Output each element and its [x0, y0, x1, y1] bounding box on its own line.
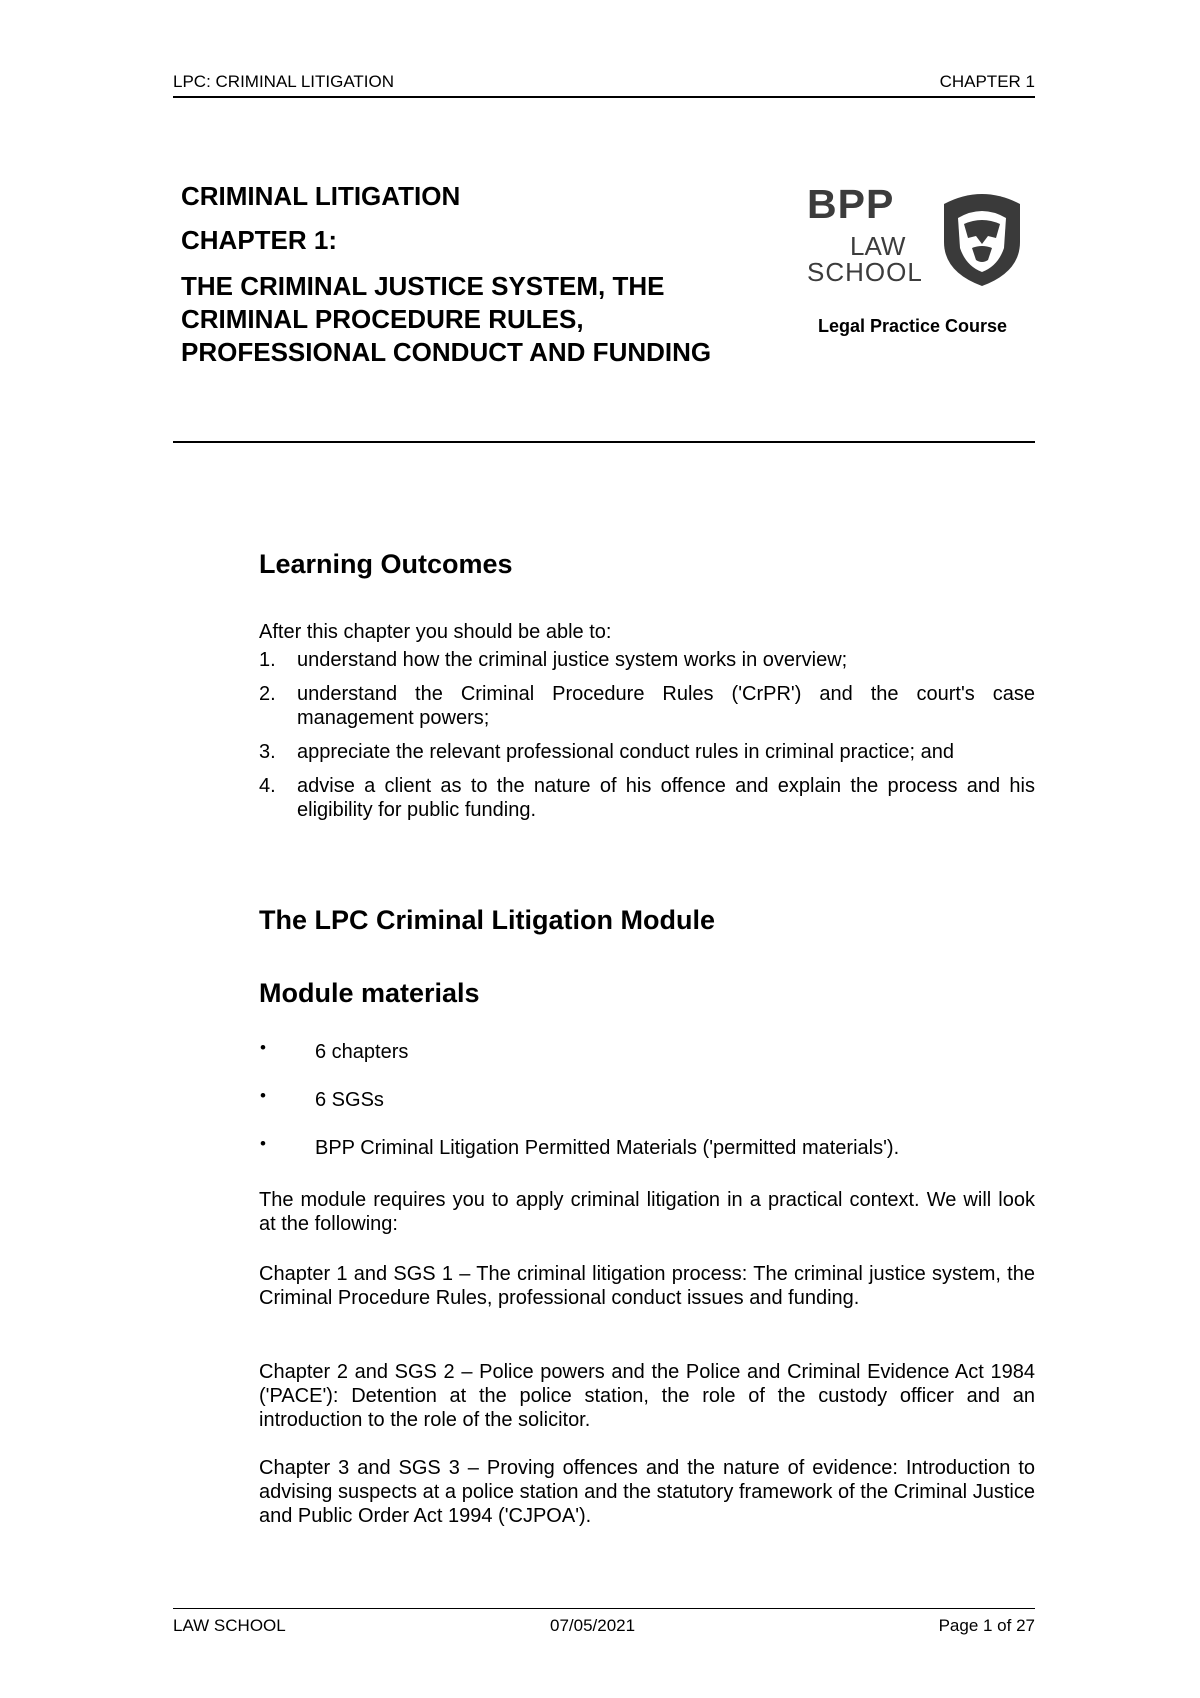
- chapter-title: THE CRIMINAL JUSTICE SYSTEM, THE CRIMINAL PROCEDURE RULES, PROFESSIONAL CONDUCT AND FUNDING: [181, 271, 712, 367]
- page-number: Page 1 of 27: [938, 1616, 1035, 1635]
- footer-date: 07/05/2021: [550, 1616, 636, 1635]
- list-item: [259, 682, 1035, 730]
- list-item-text: 6 SGSs: [315, 1089, 384, 1111]
- module-materials-heading: Module materials: [259, 978, 480, 1008]
- list-item-text: understand the Criminal Procedure Rules ('CrPR') and the court's case management powers;: [297, 683, 1035, 729]
- list-item-text: advise a client as to the nature of his offence and explain the process and his eligibility for public funding.: [297, 775, 1035, 821]
- paragraph: Chapter 1 and SGS 1 – The criminal litigation process: The criminal justice system, the Criminal Procedure Rules, professional conduct issues and funding.: [259, 1263, 1035, 1309]
- list-item: [259, 1088, 1035, 1136]
- list-item-number: 1.: [259, 649, 276, 671]
- logo-word-law: LAW: [850, 231, 906, 261]
- title-block: [181, 180, 741, 369]
- paragraph: The module requires you to apply criminal litigation in a practical context. We will look at the following:: [259, 1189, 1035, 1235]
- list-item: [259, 740, 1035, 764]
- header-left: LPC: CRIMINAL LITIGATION: [173, 72, 395, 91]
- learning-outcomes-list: [259, 648, 1035, 832]
- bullet-icon: •: [260, 1134, 266, 1153]
- list-item-text: 6 chapters: [315, 1041, 409, 1063]
- logo-caption: Legal Practice Course: [817, 316, 1008, 336]
- list-item: [259, 1040, 1035, 1088]
- header-right: CHAPTER 1: [939, 72, 1035, 91]
- chapter-number: CHAPTER 1:: [181, 225, 338, 255]
- logo-word-bpp: BPP: [807, 181, 895, 227]
- lion-shield-icon: [942, 190, 1022, 288]
- module-title: CRIMINAL LITIGATION: [181, 181, 461, 211]
- page-footer: [173, 1608, 1035, 1635]
- list-item: [259, 648, 1035, 672]
- learning-outcomes-intro: After this chapter you should be able to:: [259, 621, 612, 643]
- list-item-number: 4.: [259, 775, 276, 797]
- module-materials-list: [259, 1040, 1035, 1184]
- list-item-number: 2.: [259, 683, 276, 705]
- page-header: [173, 70, 1035, 98]
- list-item-number: 3.: [259, 741, 276, 763]
- paragraph: Chapter 3 and SGS 3 – Proving offences and the nature of evidence: Introduction to advising suspects at a police station and the statutory framework of the Criminal Justice and Public Order Act 1994 ('CJPOA').: [259, 1457, 1035, 1527]
- module-heading: The LPC Criminal Litigation Module: [259, 905, 715, 935]
- list-item-text: appreciate the relevant professional conduct rules in criminal practice; and: [297, 741, 955, 763]
- logo-word-school: SCHOOL: [807, 257, 923, 287]
- footer-left: LAW SCHOOL: [173, 1616, 286, 1635]
- list-item: [259, 1136, 1035, 1184]
- list-item-text: understand how the criminal justice system works in overview;: [297, 649, 848, 671]
- title-divider: [173, 441, 1035, 443]
- bullet-icon: •: [260, 1086, 266, 1105]
- learning-outcomes-heading: Learning Outcomes: [259, 549, 513, 579]
- bpp-law-school-logo: [800, 181, 1030, 296]
- list-item-text: BPP Criminal Litigation Permitted Materials ('permitted materials').: [315, 1137, 900, 1159]
- paragraph: Chapter 2 and SGS 2 – Police powers and the Police and Criminal Evidence Act 1984 ('PACE'): Detention at the police station, the role of the custody officer and an introduction to the role of the solicitor.: [259, 1361, 1035, 1431]
- bullet-icon: •: [260, 1038, 266, 1057]
- list-item: [259, 774, 1035, 822]
